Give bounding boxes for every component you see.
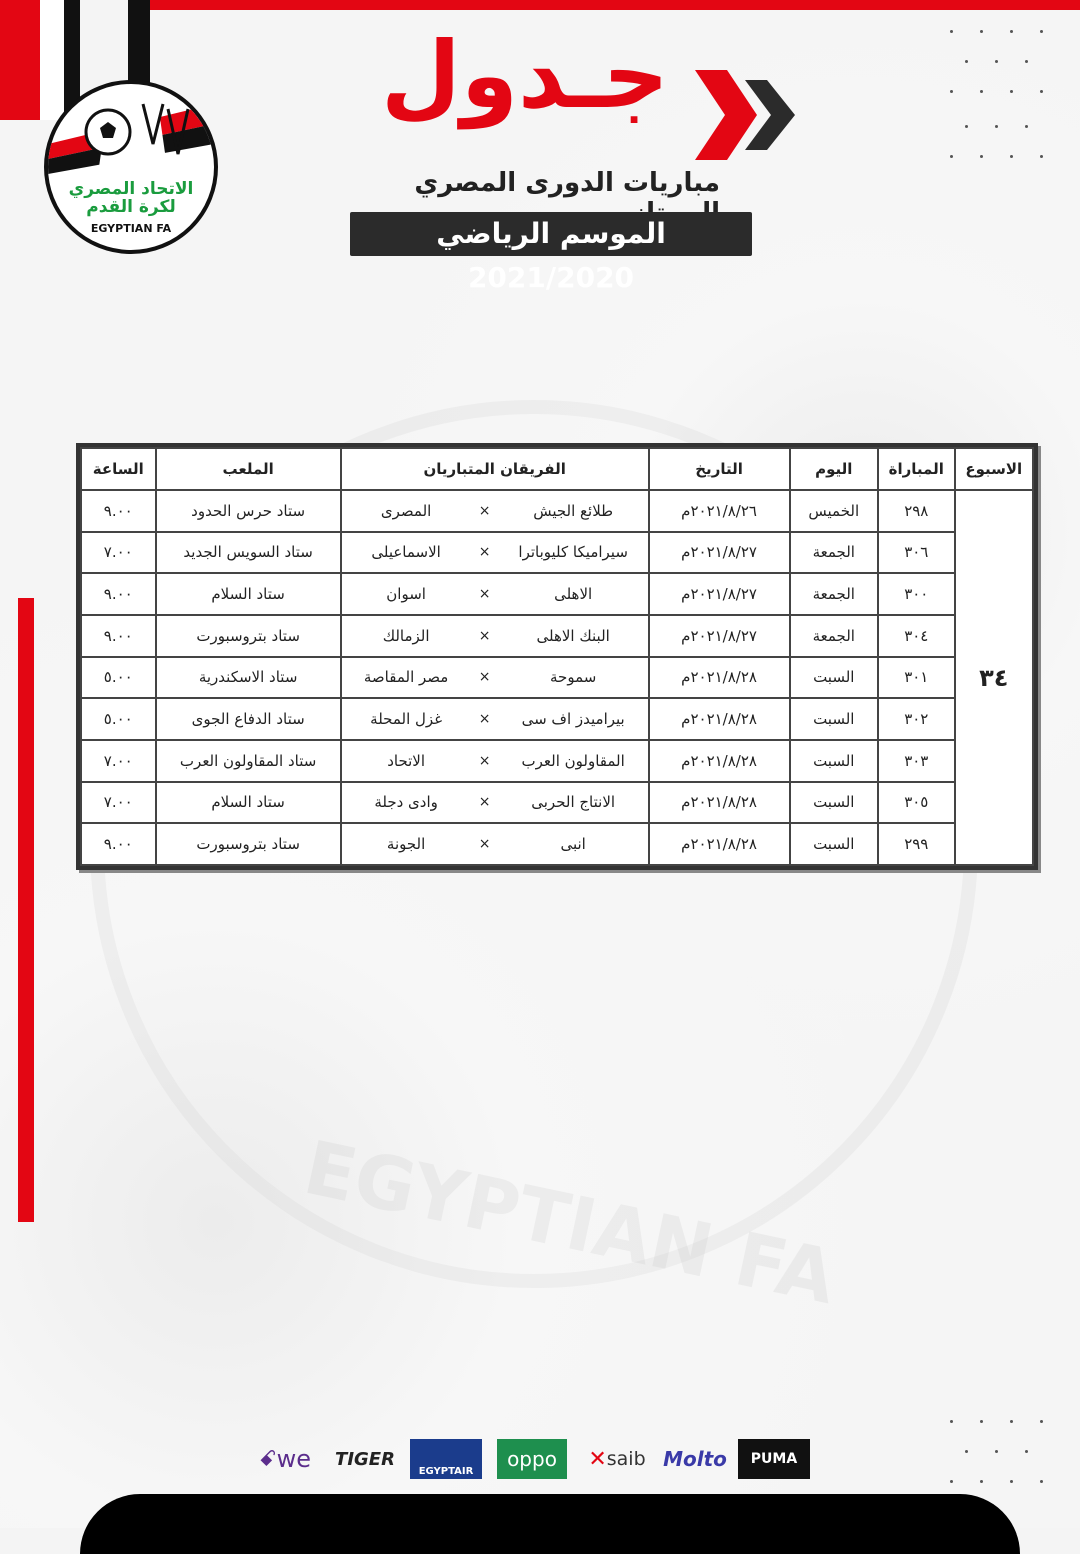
day-cell: الجمعة: [790, 532, 879, 574]
time-cell: ٩.٠٠: [81, 490, 156, 532]
page-title: جـدول: [381, 22, 669, 129]
team1-cell: طلائع الجيش: [499, 490, 649, 532]
date-cell: ٢٠٢١/٨/٢٨م: [649, 823, 790, 865]
team1-cell: البنك الاهلى: [499, 615, 649, 657]
sponsor-puma: PUMA: [738, 1439, 810, 1479]
team2-cell: الاسماعيلى: [341, 532, 471, 574]
sponsor-molto: Molto: [663, 1447, 727, 1471]
date-cell: ٢٠٢١/٨/٢٨م: [649, 698, 790, 740]
stadium-cell: ستاد السلام: [156, 782, 341, 824]
watermark-text: EGYPTIAN FA: [296, 1124, 843, 1322]
time-cell: ٥.٠٠: [81, 657, 156, 699]
date-cell: ٢٠٢١/٨/٢٨م: [649, 740, 790, 782]
day-cell: السبت: [790, 782, 879, 824]
stadium-cell: ستاد حرس الحدود: [156, 490, 341, 532]
team2-cell: مصر المقاصة: [341, 657, 471, 699]
team1-cell: انبى: [499, 823, 649, 865]
match-cell: ٢٩٩: [878, 823, 954, 865]
vs-cell: ×: [471, 823, 499, 865]
stadium-cell: ستاد الدفاع الجوى: [156, 698, 341, 740]
team2-cell: المصرى: [341, 490, 471, 532]
sponsor-tiger: TIGER: [335, 1448, 395, 1470]
table-row: [81, 573, 1033, 615]
header-match: المباراة: [878, 448, 954, 490]
sponsor-oppo: oppo: [497, 1439, 567, 1479]
match-cell: ٣٠٠: [878, 573, 954, 615]
team1-cell: الانتاج الحربى: [499, 782, 649, 824]
match-cell: ٣٠١: [878, 657, 954, 699]
time-cell: ٧.٠٠: [81, 782, 156, 824]
date-cell: ٢٠٢١/٨/٢٨م: [649, 657, 790, 699]
day-cell: السبت: [790, 823, 879, 865]
time-cell: ٩.٠٠: [81, 823, 156, 865]
team2-cell: غزل المحلة: [341, 698, 471, 740]
time-cell: ٧.٠٠: [81, 532, 156, 574]
header-stadium: الملعب: [156, 448, 341, 490]
chevron-arrows-icon: [695, 70, 805, 160]
team2-cell: اسوان: [341, 573, 471, 615]
day-cell: السبت: [790, 657, 879, 699]
team2-cell: وادى دجلة: [341, 782, 471, 824]
time-cell: ٩.٠٠: [81, 573, 156, 615]
vs-cell: ×: [471, 657, 499, 699]
header-day: اليوم: [790, 448, 879, 490]
match-cell: ٣٠٢: [878, 698, 954, 740]
vs-cell: ×: [471, 698, 499, 740]
saib-logo-icon: ✕: [588, 1446, 607, 1472]
table-row: [81, 698, 1033, 740]
team2-cell: الزمالك: [341, 615, 471, 657]
top-red-bar: [150, 0, 1080, 10]
table-row: [81, 490, 1033, 532]
day-cell: الخميس: [790, 490, 879, 532]
efa-logo: [44, 80, 218, 254]
day-cell: السبت: [790, 740, 879, 782]
stadium-cell: ستاد بتروسبورت: [156, 615, 341, 657]
vs-cell: ×: [471, 573, 499, 615]
header-time: الساعة: [81, 448, 156, 490]
vs-cell: ×: [471, 490, 499, 532]
team1-cell: سموحة: [499, 657, 649, 699]
vs-cell: ×: [471, 740, 499, 782]
team1-cell: سيراميكا كليوباترا: [499, 532, 649, 574]
stadium-cell: ستاد الاسكندرية: [156, 657, 341, 699]
table-row: [81, 740, 1033, 782]
date-cell: ٢٠٢١/٨/٢٧م: [649, 573, 790, 615]
team1-cell: الاهلى: [499, 573, 649, 615]
table-row: [81, 782, 1033, 824]
logo-text-en: EGYPTIAN FA: [90, 222, 172, 235]
side-red-bar: [18, 598, 34, 1222]
date-cell: ٢٠٢١/٨/٢٦م: [649, 490, 790, 532]
team1-cell: المقاولون العرب: [499, 740, 649, 782]
date-cell: ٢٠٢١/٨/٢٨م: [649, 782, 790, 824]
team2-cell: الاتحاد: [341, 740, 471, 782]
time-cell: ٥.٠٠: [81, 698, 156, 740]
header-teams: الفريقان المتباريان: [341, 448, 649, 490]
logo-text-line1: الاتحاد المصري: [68, 179, 194, 199]
dot-pattern-top: [950, 30, 1060, 170]
table-row: [81, 532, 1033, 574]
table-row: [81, 615, 1033, 657]
match-cell: ٣٠٣: [878, 740, 954, 782]
sponsor-we: ꗃ we: [259, 1445, 311, 1473]
sponsor-saib: ✕ saib: [588, 1446, 646, 1472]
time-cell: ٧.٠٠: [81, 740, 156, 782]
date-cell: ٢٠٢١/٨/٢٧م: [649, 532, 790, 574]
sponsors-bar: [250, 1436, 810, 1482]
fixtures-table: [76, 443, 1038, 870]
header-week: الاسبوع: [955, 448, 1033, 490]
day-cell: الجمعة: [790, 615, 879, 657]
match-cell: ٢٩٨: [878, 490, 954, 532]
date-cell: ٢٠٢١/٨/٢٧م: [649, 615, 790, 657]
sponsor-egyptair: EGYPTAIR: [410, 1439, 482, 1479]
vs-cell: ×: [471, 782, 499, 824]
subtitle: مباريات الدورى المصري: [414, 168, 720, 198]
team1-cell: بيراميدز اف سى: [499, 698, 649, 740]
table-header-row: [81, 448, 1033, 490]
week-cell: ٣٤: [955, 490, 1033, 865]
vs-cell: ×: [471, 615, 499, 657]
stadium-cell: ستاد السلام: [156, 573, 341, 615]
match-cell: ٣٠٦: [878, 532, 954, 574]
match-cell: ٣٠٥: [878, 782, 954, 824]
bottom-black-bar: [80, 1494, 1020, 1554]
logo-text-line2: لكرة القدم: [86, 197, 176, 217]
time-cell: ٩.٠٠: [81, 615, 156, 657]
vs-cell: ×: [471, 532, 499, 574]
table-row: [81, 657, 1033, 699]
stadium-cell: ستاد السويس الجديد: [156, 532, 341, 574]
match-cell: ٣٠٤: [878, 615, 954, 657]
day-cell: السبت: [790, 698, 879, 740]
season-label: الموسم الرياضي 2021/2020: [350, 212, 752, 256]
team2-cell: الجونة: [341, 823, 471, 865]
stadium-cell: ستاد بتروسبورت: [156, 823, 341, 865]
dot-pattern-bottom: [950, 1420, 1060, 1500]
header-date: التاريخ: [649, 448, 790, 490]
day-cell: الجمعة: [790, 573, 879, 615]
we-swirl-icon: ꗃ: [259, 1446, 277, 1472]
stadium-cell: ستاد المقاولون العرب: [156, 740, 341, 782]
table-row: [81, 823, 1033, 865]
